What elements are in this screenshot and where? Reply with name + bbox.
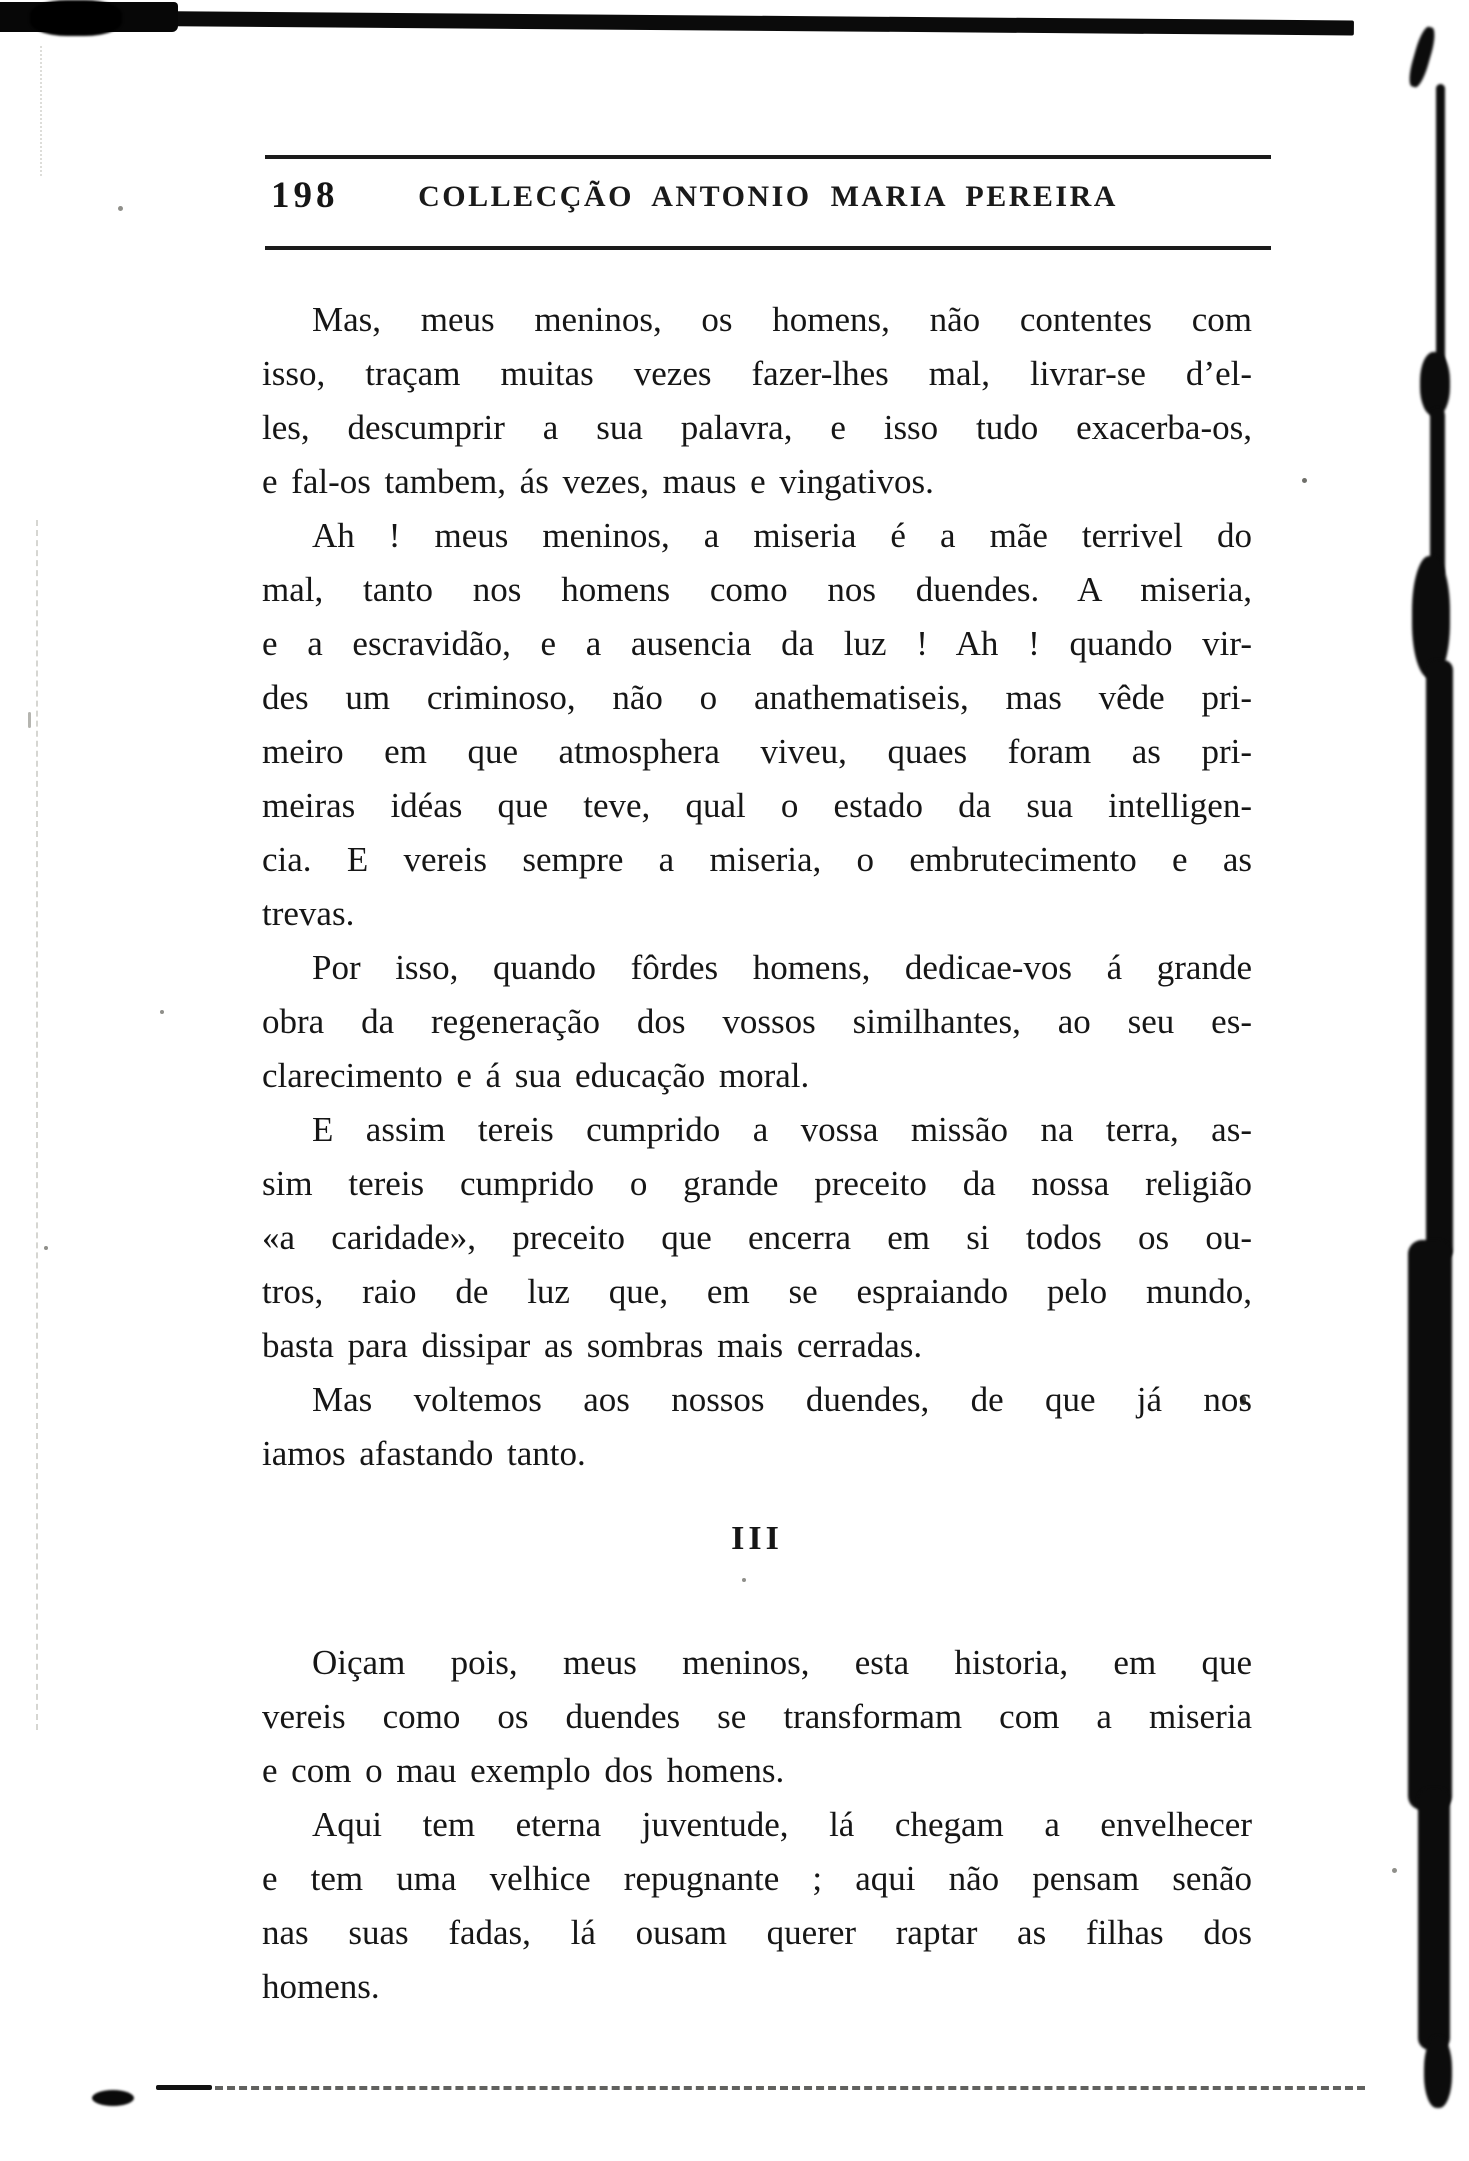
text-line: mal, tanto nos homens como nos duendes. A miseria,	[262, 570, 1252, 609]
scan-left-margin-line	[40, 46, 42, 176]
text-line: trevas.	[262, 894, 355, 933]
text-line: e tem uma velhice repugnante ; aqui não pensam senão	[262, 1859, 1252, 1898]
paragraph	[262, 509, 1252, 941]
text-line: vereis como os duendes se transformam com a miseria	[262, 1697, 1252, 1736]
text-line: Oiçam pois, meus meninos, esta historia, em que	[312, 1643, 1252, 1682]
text-line: E assim tereis cumprido a vossa missão na terra, as-	[312, 1110, 1252, 1149]
scan-speck	[44, 1246, 48, 1250]
scan-speck	[118, 206, 123, 211]
text-line: les, descumprir a sua palavra, e isso tudo exacerba-os,	[262, 408, 1252, 447]
text-column-upper	[262, 293, 1252, 1481]
text-line: des um criminoso, não o anathematiseis, mas vêde pri-	[262, 678, 1252, 717]
paragraph	[262, 1798, 1252, 2014]
text-line: e a escravidão, e a ausencia da luz ! Ah ! quando vir-	[262, 624, 1252, 663]
text-line: homens.	[262, 1967, 380, 2006]
scan-speck	[1302, 478, 1307, 483]
scan-bottom-dash-mark	[156, 2085, 212, 2090]
scan-bottom-dashed-line	[215, 2086, 1365, 2090]
text-line: Mas voltemos aos nossos duendes, de que já nos	[312, 1380, 1252, 1419]
scan-speck	[1392, 1868, 1397, 1873]
running-title: COLLECÇÃO ANTONIO MARIA PEREIRA	[418, 180, 1118, 213]
scan-speck	[160, 1010, 164, 1014]
text-line: e com o mau exemplo dos homens.	[262, 1751, 785, 1790]
text-line: e fal-os tambem, ás vezes, maus e vingativos.	[262, 462, 934, 501]
scan-right-edge-shadow	[1418, 1788, 1450, 2050]
scan-right-edge-shadow	[1430, 408, 1445, 578]
header-rule-bottom	[265, 246, 1271, 250]
scan-right-edge-shadow	[1424, 2036, 1452, 2108]
text-line: «a caridade», preceito que encerra em si todos os ou-	[262, 1218, 1252, 1257]
text-line: obra da regeneração dos vossos similhantes, ao seu es-	[262, 1002, 1252, 1041]
scan-right-edge-shadow	[1406, 25, 1438, 89]
scan-right-edge-shadow	[1408, 1240, 1452, 1810]
text-line: sim tereis cumprido o grande preceito da nossa religião	[262, 1164, 1252, 1203]
scan-speck	[742, 1578, 746, 1582]
header-rule-top	[265, 155, 1271, 159]
scan-right-edge-shadow	[1426, 660, 1453, 1260]
scan-top-left-smudge	[30, 0, 122, 36]
text-line: meiro em que atmosphera viveu, quaes foram as pri-	[262, 732, 1252, 771]
text-line: meiras idéas que teve, qual o estado da sua intelligen-	[262, 786, 1252, 825]
text-line: Aqui tem eterna juventude, lá chegam a envelhecer	[312, 1805, 1252, 1844]
text-line: iamos afastando tanto.	[262, 1434, 586, 1473]
scan-speck	[28, 712, 31, 728]
text-line: cia. E vereis sempre a miseria, o embrutecimento e as	[262, 840, 1252, 879]
paragraph	[262, 1636, 1252, 1798]
paragraph	[262, 293, 1252, 509]
paragraph	[262, 941, 1252, 1103]
page-number: 198	[271, 175, 339, 216]
text-line: nas suas fadas, lá ousam querer raptar as filhas dos	[262, 1913, 1252, 1952]
scan-right-edge-shadow	[1420, 352, 1450, 416]
running-header	[265, 168, 1271, 232]
scan-bottom-smudge	[92, 2090, 134, 2106]
text-line: Mas, meus meninos, os homens, não contentes com	[312, 300, 1252, 339]
text-line: Por isso, quando fôrdes homens, dedicae-vos á grande	[312, 948, 1252, 987]
paragraph	[262, 1103, 1252, 1373]
text-line: isso, traçam muitas vezes fazer-lhes mal, livrar-se d’el-	[262, 354, 1252, 393]
text-line: basta para dissipar as sombras mais cerradas.	[262, 1326, 923, 1365]
text-line: clarecimento e á sua educação moral.	[262, 1056, 810, 1095]
scan-left-margin-line	[36, 520, 38, 1730]
text-line: tros, raio de luz que, em se espraiando pelo mundo,	[262, 1272, 1252, 1311]
text-column-lower	[262, 1636, 1252, 2014]
section-heading: III	[731, 1520, 783, 1557]
scan-right-edge-shadow	[1436, 84, 1445, 374]
paragraph	[262, 1373, 1252, 1481]
text-line: Ah ! meus meninos, a miseria é a mãe terrivel do	[312, 516, 1252, 555]
scan-top-edge-bar	[22, 10, 1354, 35]
